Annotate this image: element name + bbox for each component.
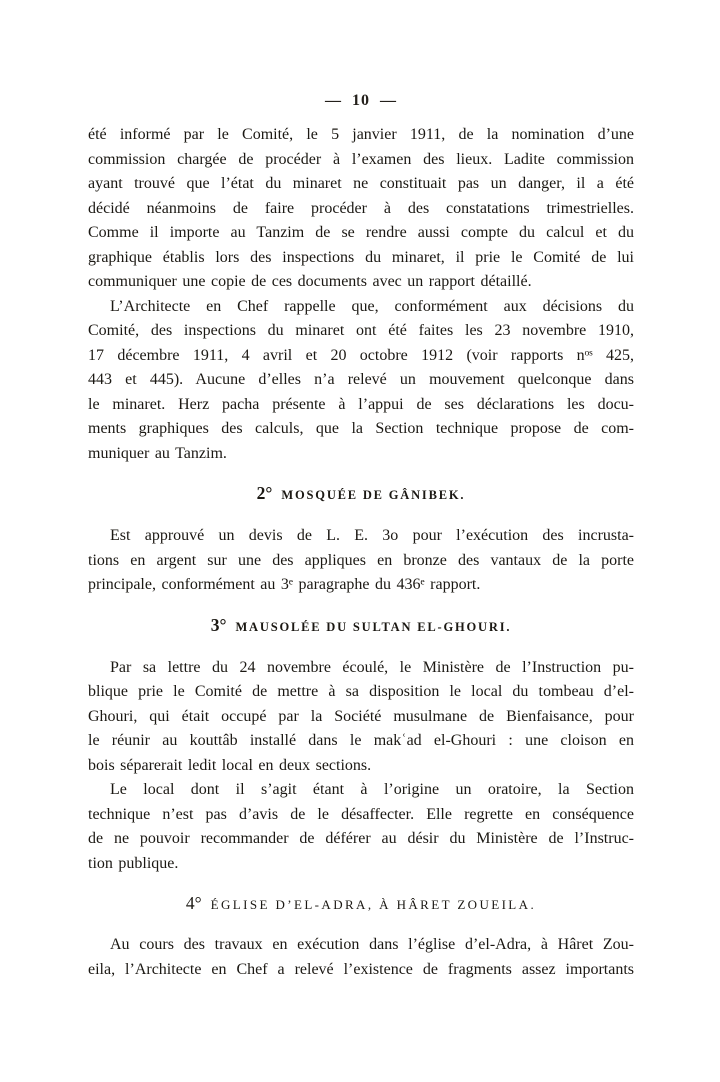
text-line: Comité, des inspections du minaret ont été faites les 23 novembre 1910, (88, 322, 634, 339)
text-line: été informé par le Comité, le 5 janvier 1911, de la nomination d’une (88, 126, 634, 143)
section-heading-eglise-el-adra (88, 895, 634, 913)
text-line: Est approuvé un devis de L. E. 3o pour l’exécution des incrusta- (110, 527, 634, 544)
text-column (88, 92, 634, 982)
text-line: blique prie le Comité de mettre à sa disposition le local du tombeau d’el- (88, 683, 634, 700)
text-line: ayant trouvé que l’état du minaret ne constituait pas un danger, il a été (88, 175, 634, 192)
paragraph-travaux-el-adra (88, 933, 634, 982)
paragraph-local-oratoire (88, 778, 634, 876)
text-line: commission chargée de procéder à l’examen des lieux. Ladite commission (88, 150, 634, 168)
text-line: L’Architecte en Chef rappelle que, conformément aux décisions du (110, 297, 634, 315)
text-line: ments graphiques des calculs, que la Section technique propose de com- (88, 420, 634, 437)
text-line: graphique établis lors des inspections du minaret, il prie le Comité de lui (88, 248, 634, 266)
section-number: 2° (256, 483, 273, 503)
paragraph-minaret-continuation (88, 123, 634, 295)
paragraph-architecte-rappelle (88, 295, 634, 467)
section-heading-mosquee-ganibek (88, 485, 634, 504)
text-line: de ne pouvoir recommander de déférer au désir du Ministère de l’Instruc- (88, 830, 634, 847)
text-line: muniquer au Tanzim. (88, 444, 227, 462)
text-line: 443 et 445). Aucune d’elles n’a relevé un mouvement quelconque dans (88, 371, 634, 388)
section-number: 3° (210, 614, 227, 635)
text-line: 17 décembre 1911, 4 avril et 20 octobre 1912 (voir rapports nᵒˢ 425, (88, 346, 634, 364)
section-number: 4° (185, 893, 202, 913)
section-title: MOSQUÉE DE GÂNIBEK. (281, 488, 466, 502)
text-line: Ghouri, qui était occupé par la Société musulmane de Bienfaisance, pour (88, 707, 634, 725)
section-title: MAUSOLÉE DU SULTAN EL-GHOURI. (235, 619, 512, 634)
text-line: Au cours des travaux en exécution dans l’église d’el-Adra, à Hâret Zou- (110, 936, 634, 953)
page-number: — 10 — (325, 92, 397, 109)
section-title: ÉGLISE D’EL-ADRA, À HÂRET ZOUEILA. (210, 897, 537, 912)
text-line: décidé néanmoins de faire procéder à des constatations trimestrielles. (88, 199, 634, 217)
text-line: principale, conformément au 3ᵉ paragraphe du 436ᵉ rapport. (88, 576, 481, 593)
text-line: eila, l’Architecte en Chef a relevé l’existence de fragments assez importants (88, 960, 634, 978)
section-heading-mausolee-el-ghouri (88, 614, 634, 636)
text-line: Le local dont il s’agit étant à l’origine un oratoire, la Section (110, 781, 634, 798)
text-line: tions en argent sur une des appliques en bronze des vantaux de la porte (88, 551, 634, 569)
text-line: Comme il importe au Tanzim de se rendre aussi compte du calcul et du (88, 224, 634, 241)
text-line: le réunir au kouttâb installé dans le makʿad el-Ghouri : une cloison en (88, 732, 634, 749)
text-line: communiquer une copie de ces documents avec un rapport détaillé. (88, 273, 532, 290)
paragraph-ministere-instruction (88, 656, 634, 779)
text-line: Par sa lettre du 24 novembre écoulé, le Ministère de l’Instruction pu- (110, 658, 634, 676)
text-line: technique n’est pas d’avis de le désaffecter. Elle regrette en conséquence (88, 805, 634, 823)
paragraph-devis-incrustations (88, 524, 634, 598)
text-line: le minaret. Herz pacha présente à l’appui de ses déclarations les docu- (88, 395, 634, 413)
text-line: tion publique. (88, 854, 179, 872)
text-line: bois séparerait ledit local en deux sections. (88, 756, 372, 774)
